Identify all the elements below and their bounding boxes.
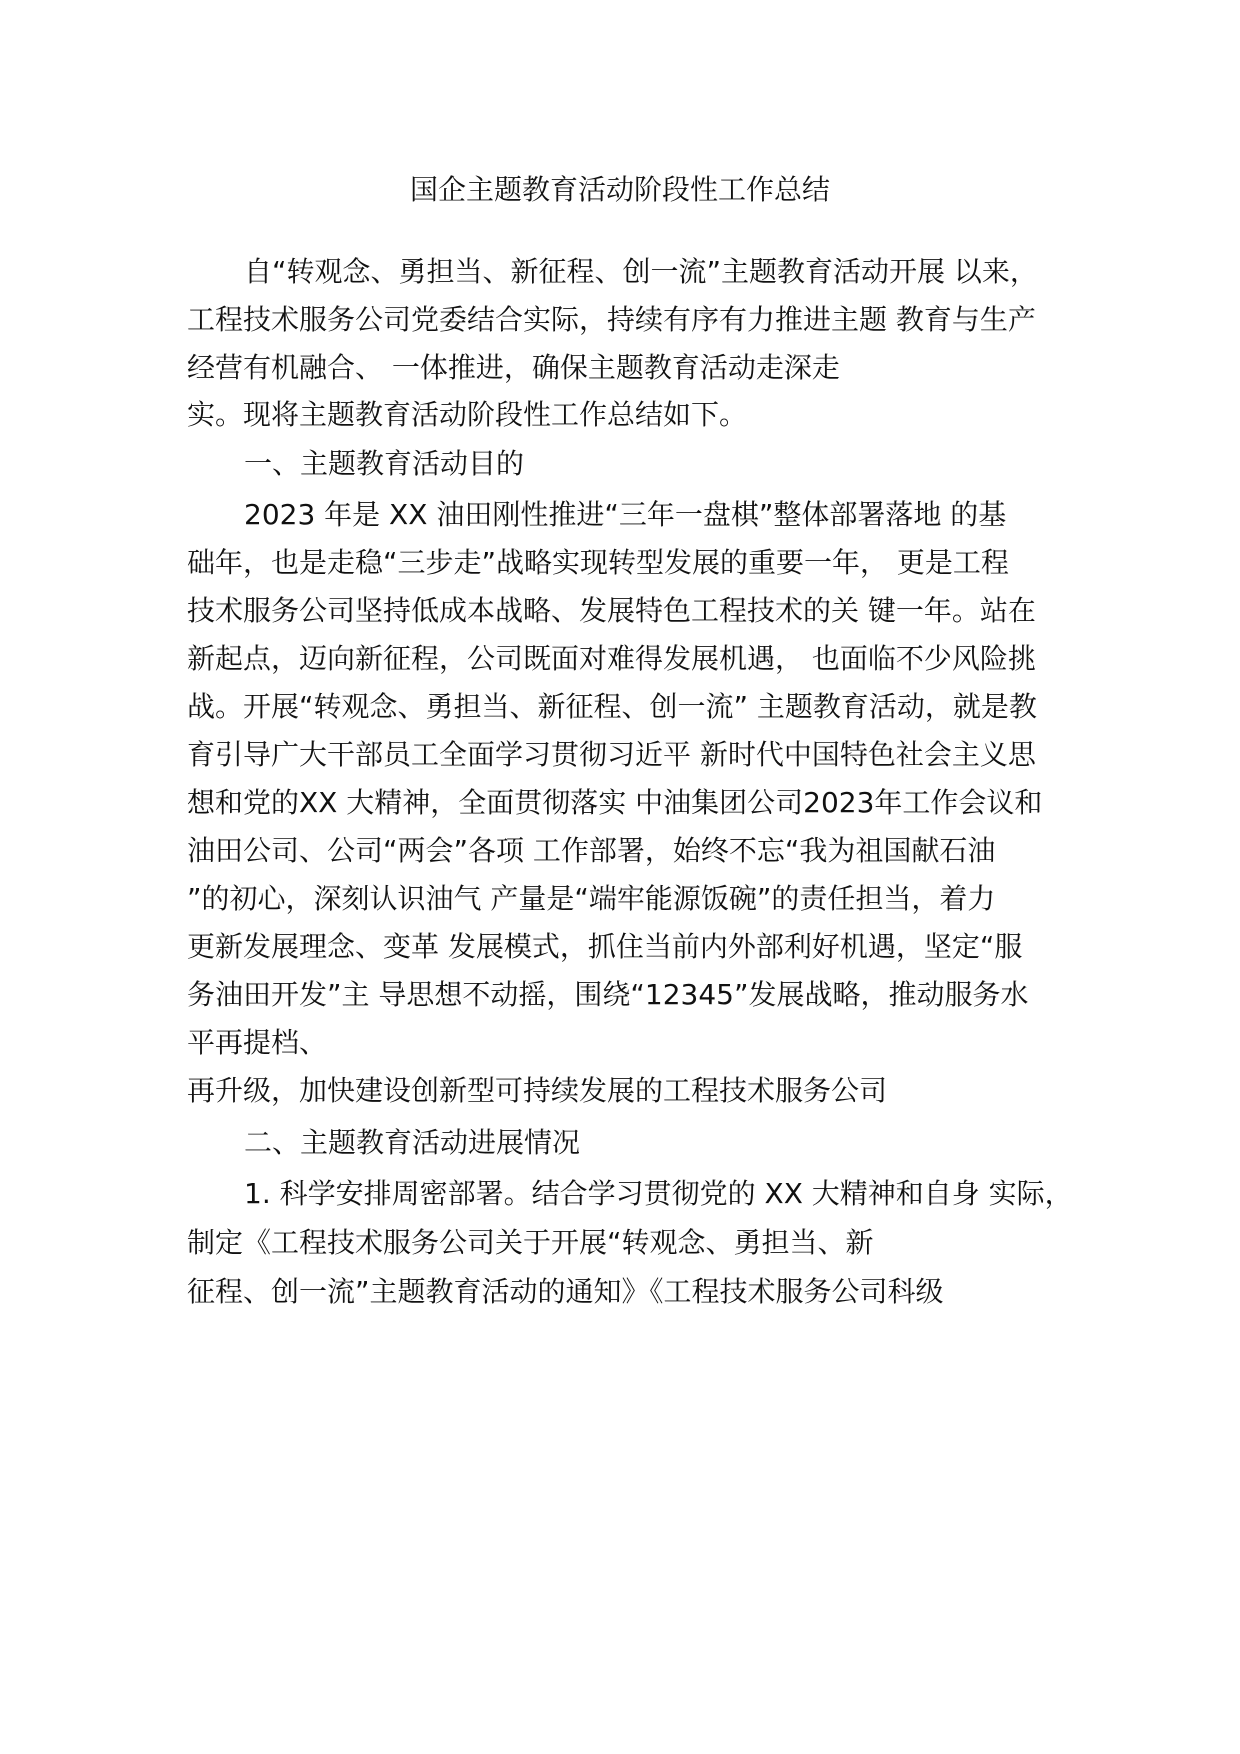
paragraph-line: 想和党的XX 大精神，全面贯彻落实 中油集团公司2023年工作会议和 [187, 786, 1043, 819]
paragraph-line: 础年，也是走稳“三步走”战略实现转型发展的重要一年， 更是工程 [187, 546, 1009, 579]
paragraph-line: 再升级，加快建设创新型可持续发展的工程技术服务公司 [187, 1074, 888, 1107]
paragraph-line: ”的初心，深刻认识油气 产量是“端牢能源饭碗”的责任担当，着力 [187, 882, 996, 915]
paragraph-line: 育引导广大干部员工全面学习贯彻习近平 新时代中国特色社会主义思 [187, 738, 1036, 771]
paragraph-line: 制定《工程技术服务公司关于开展“转观念、勇担当、新 [187, 1226, 874, 1259]
document-title: 国企主题教育活动阶段性工作总结 [409, 173, 830, 206]
section-heading: 一、主题教育活动目的 [244, 447, 525, 480]
paragraph-line: 油田公司、公司“两会”各项 工作部署，始终不忘“我为祖国献石油 [187, 834, 996, 867]
paragraph-line: 技术服务公司坚持低成本战略、发展特色工程技术的关 键一年。站在 [187, 594, 1036, 627]
paragraph-line: 实。现将主题教育活动阶段性工作总结如下。 [187, 398, 748, 431]
paragraph-line: 自“转观念、勇担当、新征程、创一流”主题教育活动开展 以来， [244, 255, 1038, 288]
section-heading: 二、主题教育活动进展情况 [244, 1126, 581, 1159]
paragraph-line: 新起点，迈向新征程，公司既面对难得发展机遇， 也面临不少风险挑 [187, 642, 1036, 675]
paragraph-line: 战。开展“转观念、勇担当、新征程、创一流” 主题教育活动，就是教 [187, 690, 1037, 723]
paragraph-line: 工程技术服务公司党委结合实际，持续有序有力推进主题 教育与生产 [187, 303, 1036, 336]
paragraph-line: 平再提档、 [187, 1026, 328, 1059]
paragraph-line: 1. 科学安排周密部署。结合学习贯彻党的 XX 大精神和自身 实际， [244, 1177, 1073, 1210]
paragraph-line: 务油田开发”主 导思想不动摇，围绕“12345”发展战略，推动服务水 [187, 978, 1029, 1011]
paragraph-line: 更新发展理念、变革 发展模式，抓住当前内外部利好机遇，坚定“服 [187, 930, 1023, 963]
paragraph-line: 2023 年是 XX 油田刚性推进“三年一盘棋”整体部署落地 的基 [244, 498, 1007, 531]
paragraph-line: 征程、创一流”主题教育活动的通知》《工程技术服务公司科级 [187, 1275, 944, 1308]
paragraph-line: 经营有机融合、 一体推进，确保主题教育活动走深走 [187, 351, 840, 384]
